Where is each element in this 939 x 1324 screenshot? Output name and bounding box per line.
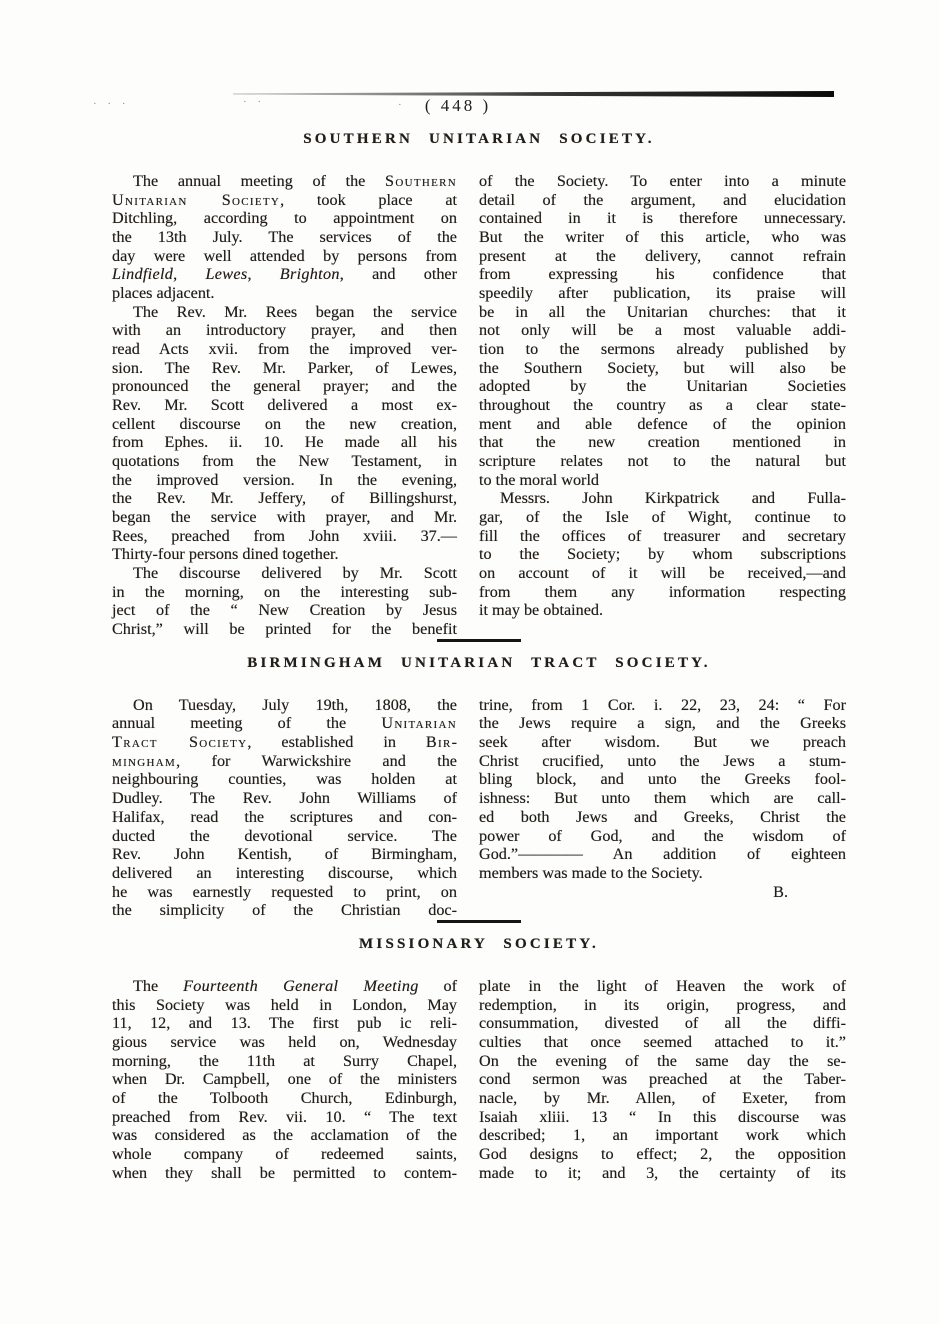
italic-text: Lewes bbox=[205, 265, 248, 284]
text-line: tion to the sermons already published by bbox=[479, 340, 846, 359]
small-caps-text: Bir bbox=[425, 733, 452, 752]
scan-speck: · · · bbox=[93, 98, 130, 110]
text-line: But the writer of this article, who was bbox=[479, 228, 846, 247]
text-line: The Fourteenth General Meeting of bbox=[133, 976, 458, 995]
text-line: God.”———— An addition of eighteen bbox=[479, 845, 846, 864]
text-line: Lindfield, Lewes, Brighton, and other bbox=[112, 265, 457, 284]
text-line: neighbouring counties, was holden at bbox=[112, 770, 457, 789]
text-line: the Jews require a sign, and the Greeks bbox=[479, 714, 846, 733]
text-line: whole company of redeemed saints, bbox=[112, 1144, 457, 1163]
text-line: was considered as the acclamation of the bbox=[112, 1126, 457, 1145]
small-caps-text: Unitarian bbox=[381, 714, 457, 733]
text-line: day were well attended by persons from bbox=[112, 246, 457, 265]
text-line: Dudley. The Rev. John Williams of bbox=[112, 789, 457, 808]
section-heading: BIRMINGHAM UNITARIAN TRACT SOCIETY. bbox=[247, 654, 711, 671]
text-line: The annual meeting of the Southern bbox=[133, 172, 457, 190]
text-line: Christ,” will be printed for the benefit bbox=[112, 620, 457, 639]
text-line: plate in the light of Heaven the work of bbox=[479, 976, 846, 995]
text-line: The discourse delivered by Mr. Scott bbox=[133, 564, 457, 583]
text-line: pronounced the general prayer; and the bbox=[112, 377, 457, 396]
text-line: throughout the country as a clear state- bbox=[479, 396, 846, 415]
text-line: preached from Rev. vii. 10. “ The text bbox=[112, 1107, 457, 1126]
text-line: morning, the 11th at Surry Chapel, bbox=[112, 1051, 457, 1070]
text-line: Rev. John Kentish, of Birmingham, bbox=[112, 845, 457, 864]
text-line: when Dr. Campbell, one of the ministers bbox=[112, 1070, 457, 1089]
text-line: B. bbox=[773, 882, 788, 901]
articles-container bbox=[112, 130, 846, 1182]
article-southern-unitarian-society bbox=[112, 130, 846, 639]
text-line: speedily after publication, its praise will bbox=[479, 284, 846, 303]
text-line: seek after wisdom. But we preach bbox=[479, 733, 846, 752]
text-line: Thirty-four persons dined together. bbox=[112, 545, 339, 564]
text-line: that the new creation mentioned in bbox=[479, 433, 846, 452]
text-line: the Rev. Mr. Jeffery, of Billingshurst, bbox=[112, 489, 457, 508]
text-line: On Tuesday, July 19th, 1808, the bbox=[133, 695, 457, 714]
right-column bbox=[479, 696, 846, 920]
text-line: the simplicity of the Christian doc- bbox=[112, 901, 457, 920]
text-line: mingham, for Warwickshire and the bbox=[112, 751, 457, 770]
small-caps-text: Tract Society bbox=[112, 733, 248, 752]
text-line: the Southern Society, but will also be bbox=[479, 358, 846, 377]
text-line: The Rev. Mr. Rees began the service bbox=[133, 302, 457, 321]
text-line: Isaiah xliii. 13 “ In this discourse was bbox=[479, 1107, 846, 1126]
text-line: the 13th July. The services of the bbox=[112, 228, 457, 247]
page-number: ( 448 ) bbox=[424, 96, 492, 115]
section-heading: MISSIONARY SOCIETY. bbox=[359, 935, 599, 952]
text-line: scripture relates not to the natural but bbox=[479, 452, 846, 471]
text-line: contained in it is therefore unnecessary. bbox=[479, 209, 846, 228]
text-line: bling block, and unto the Greeks fool- bbox=[479, 770, 846, 789]
text-line: gious service was held on, Wednesday bbox=[112, 1032, 457, 1051]
italic-text: Fourteenth General Meeting bbox=[183, 976, 419, 995]
left-column bbox=[112, 172, 457, 639]
text-line: detail of the argument, and elucidation bbox=[479, 190, 846, 209]
text-line: on account of it will be received,—and bbox=[479, 564, 846, 583]
text-line: ishness: But unto them which are call- bbox=[479, 789, 846, 808]
small-caps-text: Unitarian Society bbox=[112, 190, 281, 209]
text-line: Christ crucified, unto the Jews a stum- bbox=[479, 751, 846, 770]
text-line: cellent discourse on the new creation, bbox=[112, 414, 457, 433]
text-line: of the Society. To enter into a minute bbox=[479, 172, 846, 190]
scan-speck: · · bbox=[243, 96, 266, 108]
text-line: delivered an interesting discourse, which bbox=[112, 863, 457, 882]
right-column bbox=[479, 172, 846, 639]
text-line: the improved version. In the evening, bbox=[112, 470, 457, 489]
text-line: members was made to the Society. bbox=[479, 863, 703, 882]
text-line: present at the delivery, cannot refrain bbox=[479, 246, 846, 265]
text-line: not only will be a most valuable addi- bbox=[479, 321, 846, 340]
text-line: began the service with prayer, and Mr. bbox=[112, 508, 457, 527]
text-line: from them any information respecting bbox=[479, 582, 846, 601]
text-line: adopted by the Unitarian Societies bbox=[479, 377, 846, 396]
text-line: to the moral world bbox=[479, 470, 600, 489]
text-line: gar, of the Isle of Wight, continue to bbox=[479, 508, 846, 527]
text-line: to the Society; by whom subscriptions bbox=[479, 545, 846, 564]
text-line: it may be obtained. bbox=[479, 601, 604, 620]
text-line: described; 1, an important work which bbox=[479, 1126, 846, 1145]
text-line: from expressing his confidence that bbox=[479, 265, 846, 284]
text-line: Messrs. John Kirkpatrick and Fulla- bbox=[500, 489, 846, 508]
text-line: fill the offices of treasurer and secretary bbox=[479, 526, 846, 545]
text-line: consummation, divested of all the diffi- bbox=[479, 1014, 846, 1033]
small-caps-text: Southern bbox=[385, 172, 457, 190]
text-line: with an introductory prayer, and then bbox=[112, 321, 457, 340]
text-line: God designs to effect; 2, the opposition bbox=[479, 1144, 846, 1163]
text-line: power of God, and the wisdom of bbox=[479, 826, 846, 845]
text-line: Rees, preached from John xviii. 37.— bbox=[112, 526, 457, 545]
text-line: ment and able defence of the opinion bbox=[479, 414, 846, 433]
text-line: 11, 12, and 13. The first pub ic reli- bbox=[112, 1014, 457, 1033]
text-line: Tract Society, established in Bir- bbox=[112, 733, 457, 752]
text-line: of the Tolbooth Church, Edinburgh, bbox=[112, 1088, 457, 1107]
article-birmingham-unitarian-tract-society bbox=[112, 639, 846, 920]
section-divider-rule bbox=[437, 920, 521, 923]
italic-text: Lindfield bbox=[112, 265, 174, 284]
text-line: read Acts xvii. from the improved ver- bbox=[112, 340, 457, 359]
text-line: Halifax, read the scriptures and con- bbox=[112, 807, 457, 826]
two-column-text bbox=[112, 172, 846, 639]
article-missionary-society bbox=[112, 920, 846, 1182]
text-line: made to it; and 3, the certainty of its bbox=[479, 1163, 846, 1182]
text-line: Rev. Mr. Scott delivered a most ex- bbox=[112, 396, 457, 415]
text-line: when they shall be permitted to contem- bbox=[112, 1163, 457, 1182]
italic-text: Brighton bbox=[279, 265, 340, 284]
text-line: On the evening of the same day the se- bbox=[479, 1051, 846, 1070]
text-line: redemption, in its origin, progress, and bbox=[479, 995, 846, 1014]
text-line: ject of the “ New Creation by Jesus bbox=[112, 601, 457, 620]
two-column-text bbox=[112, 696, 846, 920]
section-heading: SOUTHERN UNITARIAN SOCIETY. bbox=[303, 131, 655, 147]
text-line: from Ephes. ii. 10. He made all his bbox=[112, 433, 457, 452]
text-line: culties that once seemed attached to it.” bbox=[479, 1032, 846, 1051]
text-line: be in all the Unitarian churches: that it bbox=[479, 302, 846, 321]
text-line: sion. The Rev. Mr. Parker, of Lewes, bbox=[112, 358, 457, 377]
right-column bbox=[479, 977, 846, 1182]
scan-speck: · bbox=[398, 99, 406, 111]
text-line: Ditchling, according to appointment on bbox=[112, 209, 457, 228]
text-line: annual meeting of the Unitarian bbox=[112, 714, 457, 733]
text-line: trine, from 1 Cor. i. 22, 23, 24: “ For bbox=[479, 695, 846, 714]
text-line: places adjacent. bbox=[112, 284, 215, 303]
text-line: he was earnestly requested to print, on bbox=[112, 882, 457, 901]
text-line: this Society was held in London, May bbox=[112, 995, 457, 1014]
text-line: quotations from the New Testament, in bbox=[112, 452, 457, 471]
left-column bbox=[112, 696, 457, 920]
text-line: ed both Jews and Greeks, Christ the bbox=[479, 807, 846, 826]
text-line: ducted the devotional service. The bbox=[112, 826, 457, 845]
left-column bbox=[112, 977, 457, 1182]
text-line: in the morning, on the interesting sub- bbox=[112, 582, 457, 601]
small-caps-text: mingham bbox=[112, 751, 177, 770]
text-line: nacle, by Mr. Allen, of Exeter, from bbox=[479, 1088, 846, 1107]
text-line: cond sermon was preached at the Taber- bbox=[479, 1070, 846, 1089]
two-column-text bbox=[112, 977, 846, 1182]
section-divider-rule bbox=[437, 639, 521, 642]
text-line: Unitarian Society, took place at bbox=[112, 190, 457, 209]
